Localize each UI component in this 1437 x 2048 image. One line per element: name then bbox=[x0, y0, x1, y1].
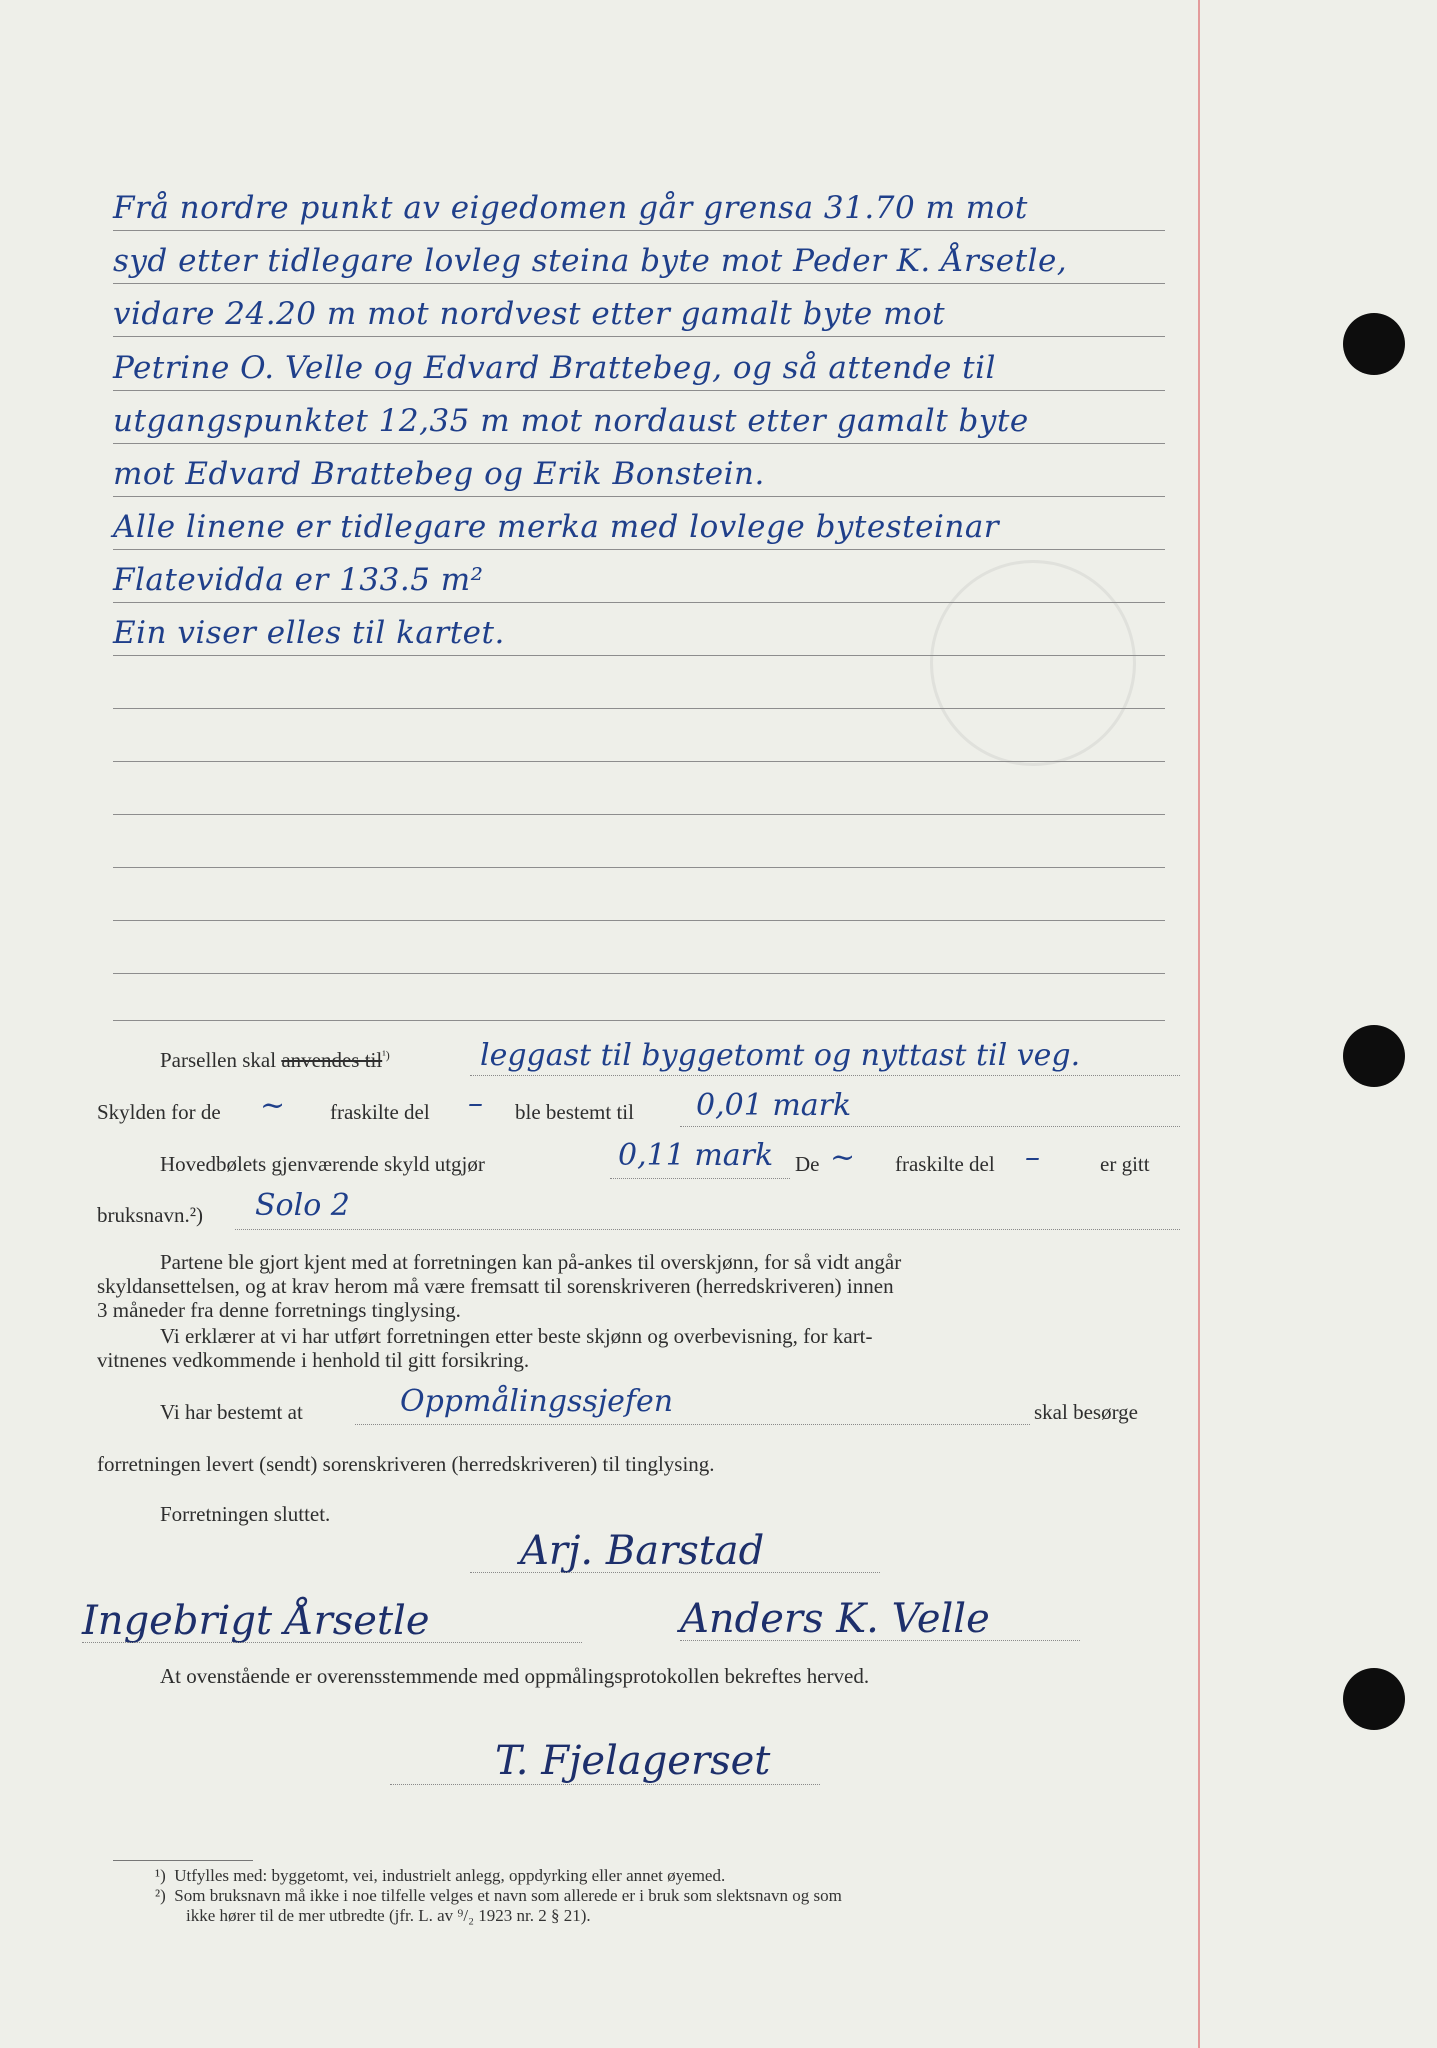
skylden-value: 0,01 mark bbox=[696, 1088, 852, 1123]
levert-line: forretningen levert (sendt) sorenskriveren (herredskriveren) til tinglysing. bbox=[97, 1452, 715, 1476]
skylden-suffix: ble bestemt til bbox=[515, 1100, 634, 1124]
dash-mark: ~ bbox=[260, 1088, 286, 1123]
signature-barstad: Arj. Barstad bbox=[520, 1528, 765, 1574]
ruled-line bbox=[113, 814, 1165, 815]
ruled-line bbox=[113, 973, 1165, 974]
ruled-line bbox=[113, 443, 1165, 444]
red-margin-line bbox=[1198, 0, 1200, 2048]
handwritten-line: Ein viser elles til kartet. bbox=[113, 615, 505, 651]
ruled-line bbox=[113, 920, 1165, 921]
handwritten-line: mot Edvard Brattebeg og Erik Bonstein. bbox=[113, 456, 765, 492]
dash-mark: ~ bbox=[830, 1140, 856, 1175]
handwritten-line: Flatevidda er 133.5 m² bbox=[113, 562, 484, 598]
dotted-line bbox=[235, 1229, 1180, 1230]
dash-mark: – bbox=[468, 1086, 483, 1121]
vi-har-suffix: skal besørge bbox=[1034, 1400, 1139, 1424]
ruled-line bbox=[113, 602, 1165, 603]
ruled-line bbox=[113, 655, 1165, 656]
dash-mark: – bbox=[1025, 1140, 1040, 1175]
para-partene-1: Partene ble gjort kjent med at forretningen kan på-ankes til overskjønn, for så vidt angår bbox=[160, 1250, 902, 1274]
signature-fjelagerset: T. Fjelagerset bbox=[495, 1738, 771, 1784]
faded-stamp bbox=[930, 560, 1136, 766]
dotted-line bbox=[680, 1126, 1180, 1127]
handwritten-line: utgangspunktet 12,35 m mot nordaust etter gamalt byte bbox=[113, 403, 1029, 439]
ruled-line bbox=[113, 1020, 1165, 1021]
signature-line bbox=[470, 1572, 880, 1573]
signature-arsetle: Ingebrigt Årsetle bbox=[82, 1598, 430, 1644]
para-erklaerer-1: Vi erklærer at vi har utført forretningen etter beste skjønn og overbevisning, for kart- bbox=[160, 1324, 873, 1348]
confirm-line: At ovenstående er overensstemmende med oppmålingsprotokollen bekreftes herved. bbox=[160, 1664, 870, 1688]
signature-line bbox=[82, 1642, 582, 1643]
punch-hole-top bbox=[1343, 313, 1405, 375]
footnote-rule bbox=[113, 1860, 253, 1861]
ruled-line bbox=[113, 867, 1165, 868]
parsellen-value: leggast til byggetomt og nyttast til veg. bbox=[480, 1038, 1081, 1073]
ruled-line bbox=[113, 708, 1165, 709]
ruled-line bbox=[113, 336, 1165, 337]
hovedbol-mid: fraskilte del bbox=[895, 1152, 995, 1176]
hovedbol-value: 0,11 mark bbox=[618, 1138, 774, 1173]
hovedbol-suffix: er gitt bbox=[1100, 1152, 1150, 1176]
ruled-line bbox=[113, 496, 1165, 497]
dotted-line bbox=[610, 1178, 790, 1179]
sluttet-line: Forretningen sluttet. bbox=[160, 1502, 331, 1526]
ruled-line bbox=[113, 230, 1165, 231]
punch-hole-middle bbox=[1343, 1025, 1405, 1087]
signature-velle: Anders K. Velle bbox=[680, 1596, 990, 1642]
footnote-1: ¹) Utfylles med: byggetomt, vei, industrielt anlegg, oppdyrking eller annet øyemed. bbox=[155, 1866, 726, 1885]
bruksnavn-value: Solo 2 bbox=[255, 1188, 350, 1223]
para-partene-3: 3 måneder fra denne forretnings tinglysing. bbox=[97, 1298, 461, 1322]
punch-hole-bottom bbox=[1343, 1668, 1405, 1730]
ruled-line bbox=[113, 549, 1165, 550]
para-partene-2: skyldansettelsen, og at krav herom må være fremsatt til sorenskriveren (herredskriveren) innen bbox=[97, 1274, 894, 1298]
para-erklaerer-2: vitnenes vedkommende i henhold til gitt forsikring. bbox=[97, 1348, 530, 1372]
handwritten-line: vidare 24.20 m mot nordvest etter gamalt byte mot bbox=[113, 296, 946, 332]
handwritten-line: syd etter tidlegare lovleg steina byte mot Peder K. Årsetle, bbox=[113, 243, 1068, 279]
handwritten-line: Alle linene er tidlegare merka med lovlege bytesteinar bbox=[113, 509, 1000, 545]
hovedbol-label: Hovedbølets gjenværende skyld utgjør bbox=[160, 1152, 485, 1176]
vi-har-value: Oppmålingssjefen bbox=[400, 1384, 674, 1419]
skylden-label: Skylden for de bbox=[97, 1100, 221, 1124]
signature-line bbox=[680, 1640, 1080, 1641]
ruled-line bbox=[113, 283, 1165, 284]
handwritten-line: Frå nordre punkt av eigedomen går grensa 31.70 m mot bbox=[113, 190, 1028, 226]
bruksnavn-label: bruksnavn.²) bbox=[97, 1203, 204, 1227]
ruled-line bbox=[113, 761, 1165, 762]
signature-line bbox=[390, 1784, 820, 1785]
dotted-line bbox=[355, 1424, 1030, 1425]
footnote-2-cont: ikke hører til de mer utbredte (jfr. L. av ⁹/₂ 1923 nr. 2 § 21). bbox=[186, 1906, 591, 1925]
ruled-line bbox=[113, 390, 1165, 391]
vi-har-label: Vi har bestemt at bbox=[160, 1400, 303, 1424]
skylden-mid: fraskilte del bbox=[330, 1100, 430, 1124]
hovedbol-de: De bbox=[795, 1152, 820, 1176]
handwritten-line: Petrine O. Velle og Edvard Brattebeg, og så attende til bbox=[113, 350, 996, 386]
footnote-2: ²) Som bruksnavn må ikke i noe tilfelle velges et navn som allerede er i bruk som slektsnavn og som bbox=[155, 1886, 842, 1905]
dotted-line bbox=[470, 1075, 1180, 1076]
parsellen-label: Parsellen skal anvendes til$^{^1)}$ bbox=[160, 1048, 390, 1072]
